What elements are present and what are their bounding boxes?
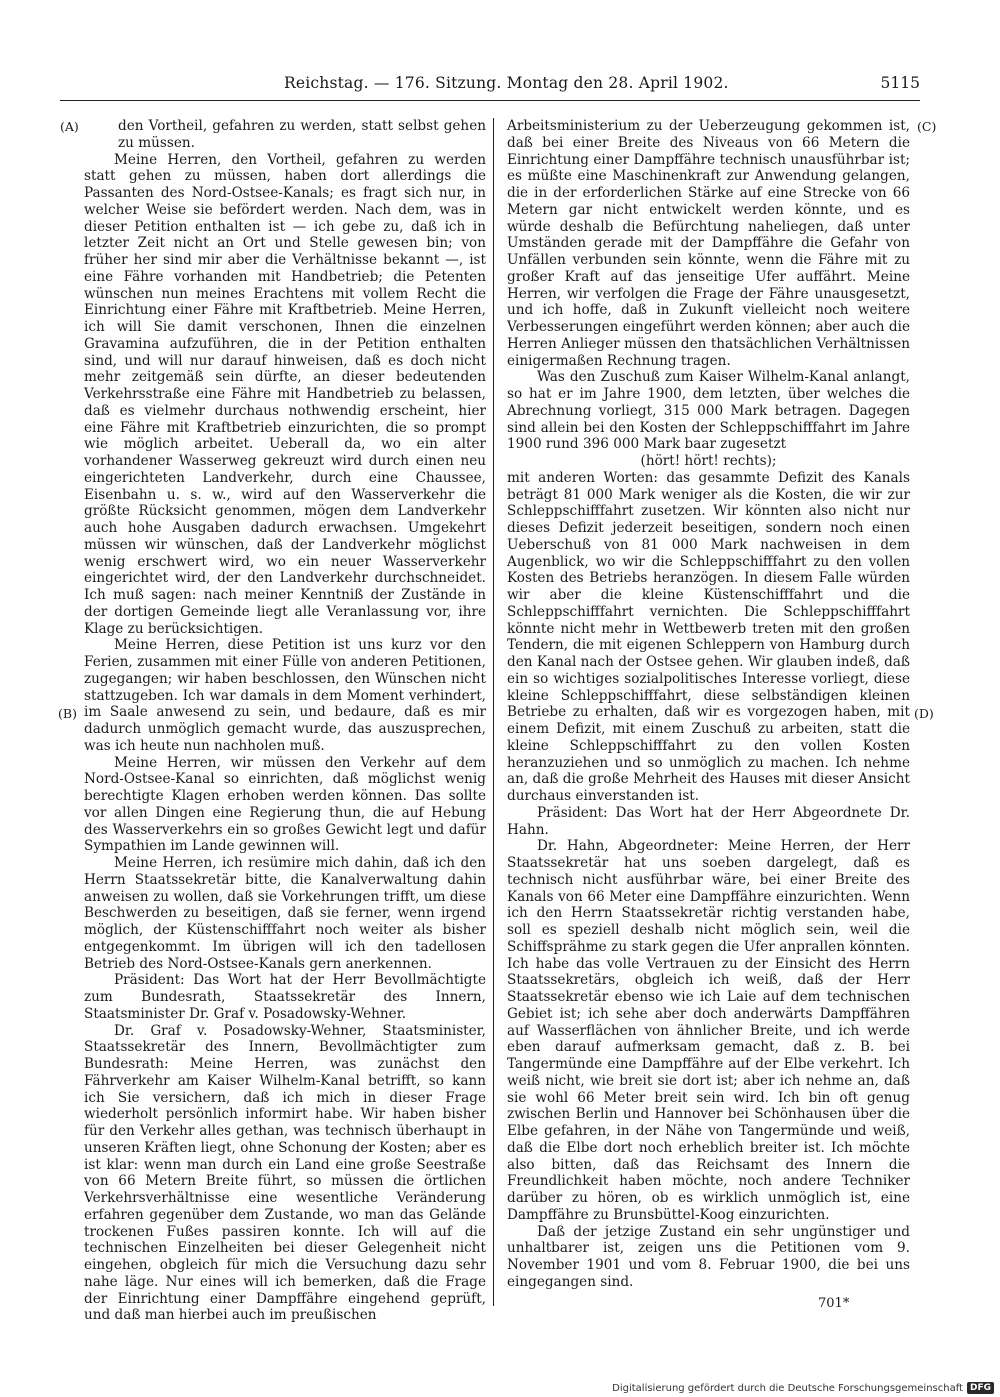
footer <box>612 1382 994 1394</box>
paragraph: den Vortheil, gefahren zu werden, statt selbst gehen zu müssen. <box>118 118 486 151</box>
president-remark: Präsident: Das Wort hat der Herr Abgeordnete Dr. Hahn. <box>507 804 910 838</box>
header-rule <box>60 100 920 101</box>
margin-mark-a: (A) <box>60 119 79 134</box>
footer-credit: Digitalisierung gefördert durch die Deutsche Forschungsgemeinschaft <box>612 1382 963 1394</box>
paragraph: mit anderen Worten: das gesammte Defizit des Kanals beträgt 81 000 Mark weniger als die Kosten, die wir zur Schleppschifffahrt zusetzen. Wir könnten also nicht nur dieses Defizit jederzeit beseitigen, sondern noch einen Ueberschuß von 81 000 Mark nachweisen in dem Augenblick, wo wir die Schleppschifffahrt zu den vollen Kosten des Betriebs heranzögen. In diesem Falle würden wir aber die kleine Küstenschifffahrt und die Schleppschifffahrt vernichten. Die Schleppschifffahrt könnte nicht mehr in Wettbewerb treten mit den großen Tendern, die mit eigenen Schleppern von Hamburg durch den Kanal nach der Ostsee gehen. Wir glauben indeß, daß ein so wichtiges sozialpolitisches Interesse vorliegt, diese kleine Schleppschifffahrt, diese selbständigen kleinen Betriebe zu erhalten, daß wir es vorgezogen haben, mit einem Defizit, mit einem Zuschuß zu arbeiten, statt die kleine Schleppschifffahrt zu den vollen Kosten heranzuziehen und so unmöglich zu machen. Ich nehme an, daß die große Mehrheit des Hauses mit dieser Ansicht durchaus einverstanden ist. <box>507 469 910 804</box>
left-column <box>84 118 486 1324</box>
running-title: Reichstag. — 176. Sitzung. Montag den 28. April 1902. <box>284 74 729 92</box>
paragraph: Meine Herren, ich resümire mich dahin, daß ich den Herrn Staatssekretär bitte, die Kanalverwaltung dahin anweisen zu wollen, daß sie Vorkehrungen trifft, um diese Beschwerden zu beseitigen, daß sie ferner, wenn irgend möglich, der Küstenschifffahrt noch weiter als bisher entgegenkommt. Im übrigen will ich den tadellosen Betrieb des Nord-Ostsee-Kanals gern anerkennen. <box>84 855 486 972</box>
column-divider <box>493 118 494 1306</box>
speech-paragraph: Dr. Graf v. Posadowsky-Wehner, Staatsminister, Staatssekretär des Innern, Bevollmächtigter zum Bundesrath: Meine Herren, was zunächst den Fährverkehr am Kaiser Wilhelm-Kanal betrifft, so kann ich Sie versichern, daß ich mich in dieser Frage wiederholt persönlich informirt habe. Wir haben bisher für den Verkehr alles gethan, was technisch überhaupt in unseren Kräften liegt, ohne Schonung der Kosten; aber es ist klar: wenn man durch ein Land eine große Seestraße von 66 Metern Breite führt, so müssen die örtlichen Verkehrsverhältnisse eine wesentliche Veränderung erfahren gegenüber dem Zustande, wo man das Gelände trockenen Fußes passiren konnte. Ich will auf die technischen Einzelheiten bei dieser Gelegenheit nicht eingehen, obgleich für mich die Versuchung dazu sehr nahe läge. Nur eines will ich bemerken, daß die Frage der Einrichtung einer Dampffähre eingehend geprüft, und daß man hierbei auch im preußischen <box>84 1022 486 1324</box>
margin-mark-d: (D) <box>914 706 934 721</box>
signature-mark: 701* <box>818 1296 850 1311</box>
margin-mark-c: (C) <box>917 119 937 134</box>
page-number: 5115 <box>880 74 920 92</box>
paragraph: Meine Herren, wir müssen den Verkehr auf dem Nord-Ostsee-Kanal so einrichten, daß möglichst wenig berechtigte Klagen erhoben werden können. Das sollte vor allen Dingen eine Regierung thun, die auf Hebung des Wasserverkehrs ein so großes Gewicht legt und dafür Sympathien im Lande gewinnen will. <box>84 754 486 855</box>
page-header <box>60 74 920 96</box>
margin-mark-b: (B) <box>58 706 77 721</box>
paragraph: Arbeitsministerium zu der Ueberzeugung gekommen ist, daß bei einer Breite des Niveaus von 66 Metern die Einrichtung einer Dampffähre technisch unausführbar ist; es müßte eine Maschinenkraft zur Anwendung gelangen, die in der erforderlichen Stärke auf eine Strecke von 66 Metern gar nicht entwickelt werden könnte, und es würde deshalb die Befürchtung naheliegen, daß unter Umständen gerade mit der Dampffähre die Gefahr von Unfällen verbunden sein könnte, wenn die Fähre mit zu großer Kraft auf das jenseitige Ufer auffährt. Meine Herren, wir verfolgen die Frage der Fähre unausgesetzt, und ich hoffe, daß in Zukunft vielleicht noch weitere Verbesserungen eingeführt werden können; aber auch die Herren Anlieger müssen den thatsächlichen Verhältnissen einigermaßen Rechnung tragen. <box>507 118 910 369</box>
right-column <box>507 118 910 1291</box>
president-remark: Präsident: Das Wort hat der Herr Bevollmächtigte zum Bundesrath, Staatssekretär des Innern, Staatsminister Dr. Graf v. Posadowsky-Wehner. <box>84 972 486 1022</box>
speech-paragraph: Dr. Hahn, Abgeordneter: Meine Herren, der Herr Staatssekretär hat uns soeben dargelegt, daß es technisch nicht ausführbar wäre, bei einer Breite des Kanals von 66 Meter eine Dampffähre einzurichten. Wenn ich den Herrn Staatssekretär richtig verstanden habe, soll es speziell deshalb nicht möglich sein, weil die Schiffsprähme zu stark gegen die Ufer anprallen könnten. Ich habe das volle Vertrauen zu der Einsicht des Herrn Staatssekretärs, obgleich ich weiß, daß der Herr Staatssekretär ebenso wie ich Laie auf dem technischen Gebiet ist; ich sehe aber doch anderwärts Dampffähren auf Wasserflächen von ähnlicher Breite, und ich werde eben darauf aufmerksam gemacht, daß z. B. bei Tangermünde eine Dampffähre auf der Elbe verkehrt. Ich weiß nicht, wie breit sie dort ist; aber ich nehme an, daß sie wohl 66 Meter breit sein wird. Ich bin oft genug zwischen Berlin und Hannover bei Schönhausen über die Elbe gefahren, in der Nähe von Tangermünde und weiß, daß die Elbe dort noch erheblich breiter ist. Ich möchte also bitten, daß das Reichsamt des Innern die Freundlichkeit haben möchte, noch andere Techniker darüber zu hören, ob es wirklich unmöglich ist, eine Dampffähre zu Brunsbüttel-Koog einzurichten. <box>507 838 910 1223</box>
paragraph: Was den Zuschuß zum Kaiser Wilhelm-Kanal anlangt, so hat er im Jahre 1900, dem letzten, über welches die Abrechnung vorliegt, 315 000 Mark betragen. Dagegen sind allein bei den Kosten der Schleppschifffahrt im Jahre 1900 rund 396 000 Mark baar zugesetzt <box>507 369 910 453</box>
interjection: (hört! hört! rechts); <box>640 453 777 469</box>
paragraph: Meine Herren, den Vortheil, gefahren zu werden statt gehen zu müssen, haben dort allerdings die Passanten des Nord-Ostsee-Kanals; es fragt sich nur, in welcher Weise sie befördert werden. Nach dem, was in dieser Petition enthalten ist — ich gebe zu, daß ich in letzter Zeit nicht an Ort und Stelle gewesen bin; von früher her sind mir aber die Verhältnisse bekannt —, ist eine Fähre vorhanden mit Handbetrieb; die Petenten wünschen nun meines Erachtens mit vollem Recht die Einrichtung einer Fähre mit Kraftbetrieb. Meine Herren, ich will Sie damit verschonen, Ihnen die einzelnen Gravamina aufzuführen, die in der Petition enthalten sind, und will nur darauf hinweisen, daß es doch nicht mehr zeitgemäß sein dürfte, an dieser bedeutenden Verkehrsstraße eine Fähre mit Handbetrieb zu belassen, daß es vielmehr durchaus nothwendig erscheint, hier eine Fähre mit Kraftbetrieb einzurichten, die so prompt wie möglich arbeitet. Ueberall da, wo ein alter vorhandener Wasserweg gekreuzt wird durch einen neu eingerichteten Landverkehr, durch eine Chaussee, Eisenbahn u. s. w., wird auf den Wasserverkehr die größte Rücksicht genommen, mögen dem Landverkehr auch hohe Ausgaben dadurch erwachsen. Umgekehrt müssen wir wünschen, daß der Landverkehr möglichst wenig erschwert wird, wo ein neuer Wasserverkehr eingerichtet wird, der den Landverkehr durchschneidet. Ich muß sagen: nach meiner Kenntniß der Zustände in der dortigen Gemeinde liegt alle Veranlassung vor, ihre Klage zu berücksichtigen. <box>84 151 486 637</box>
paragraph: Meine Herren, diese Petition ist uns kurz vor den Ferien, zusammen mit einer Fülle von anderen Petitionen, zugegangen; wir haben beschlossen, den Wünschen nicht stattzugeben. Ich war damals in dem Moment verhindert, im Saale anwesend zu sein, und bedaure, daß es mir dadurch unmöglich gemacht wurde, das auszusprechen, was ich heute nun nachholen muß. <box>84 637 486 754</box>
paragraph: Daß der jetzige Zustand ein sehr ungünstiger und unhaltbarer ist, zeigen uns die Petitionen vom 9. November 1901 und vom 8. Februar 1900, die bei uns eingegangen sind. <box>507 1223 910 1290</box>
dfg-logo: DFG <box>967 1382 994 1394</box>
